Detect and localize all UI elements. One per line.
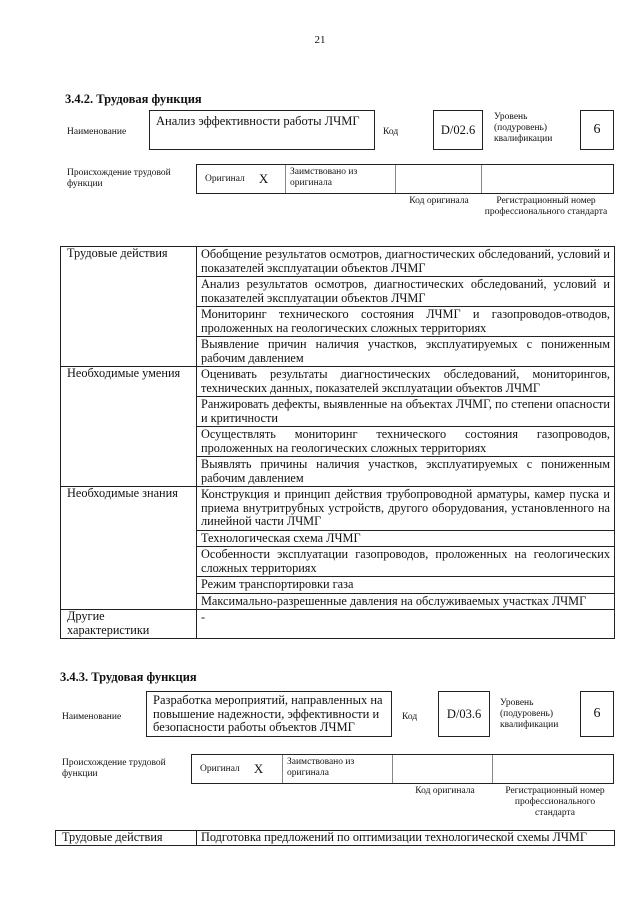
page-number: 21 <box>314 34 326 46</box>
level-box <box>580 691 614 737</box>
list-item: Особенности эксплуатации газопроводов, проложенных на геологических сложных территориях <box>197 547 614 577</box>
list-item: - <box>201 610 206 624</box>
code-value: D/03.6 <box>446 706 482 721</box>
function-table <box>60 246 615 639</box>
list-item: Подготовка предложений по оптимизации технологической схемы ЛЧМГ <box>201 830 587 844</box>
group-items <box>197 831 615 846</box>
list-item: Выявлять причины наличия участков, эксплуатируемых с пониженным рабочим давлением <box>201 457 610 485</box>
function-name-box <box>149 110 375 150</box>
level-value: 6 <box>593 706 601 721</box>
reg-number-caption: Регистрационный номер профессионального стандарта <box>505 786 605 818</box>
list-item: Мониторинг технического состояния ЛЧМГ и газопроводов-отводов, проложенных на геологических сложных территориях <box>197 307 614 337</box>
group-label: Трудовые действия <box>61 247 197 367</box>
list-item: Осуществлять мониторинг технического состояния газопроводов, проложенных на геологических сложных территориях <box>197 427 614 457</box>
list-item: Обобщение результатов осмотров, диагностических обследований, условий и показателей эксплуатации объектов ЛЧМГ <box>197 247 614 277</box>
code-value: D/02.6 <box>440 122 476 137</box>
group-row-skills <box>61 367 615 487</box>
section-title: 3.4.3. Трудовая функция <box>60 670 197 684</box>
original-label: Оригинал <box>205 173 245 184</box>
origin-row <box>191 754 614 784</box>
original-mark: X <box>258 171 269 186</box>
borrowed-label: Заимствовано из оригинала <box>287 757 355 778</box>
orig-code-caption: Код оригинала <box>415 786 475 796</box>
reg-number-cell <box>481 165 615 193</box>
function-name-value: Анализ эффективности работы ЛЧМГ <box>156 114 360 128</box>
level-value: 6 <box>593 122 601 137</box>
orig-code-cell <box>395 165 482 193</box>
list-item: Технологическая схема ЛЧМГ <box>197 531 614 548</box>
orig-code-cell <box>392 755 493 783</box>
reg-number-caption: Регистрационный номер профессионального стандарта <box>484 196 608 217</box>
name-label: Наименование <box>62 712 122 722</box>
code-box <box>433 110 483 150</box>
orig-code-caption: Код оригинала <box>409 196 469 206</box>
code-box <box>438 691 490 737</box>
level-box <box>580 110 614 150</box>
borrowed-cell <box>282 755 392 783</box>
original-mark: X <box>253 761 264 776</box>
group-row-other <box>61 610 615 639</box>
list-item: Выявление причин наличия участков, эксплуатируемых с пониженным рабочим давлением <box>201 337 610 365</box>
level-label: Уровень (подуровень) квалификации <box>500 698 559 730</box>
group-items <box>197 487 615 610</box>
group-items <box>197 610 615 639</box>
origin-label: Происхождение трудовой функции <box>67 168 171 189</box>
list-item: Анализ результатов осмотров, диагностических обследований, условий и показателей эксплуатации объектов ЛЧМГ <box>197 277 614 307</box>
original-cell <box>197 165 285 193</box>
borrowed-cell <box>285 165 395 193</box>
function-name-value: Разработка мероприятий, направленных на повышение надежности, эффективности и безопасности работы объектов ЛЧМГ <box>153 693 383 734</box>
group-row-actions <box>61 247 615 367</box>
borrowed-label: Заимствовано из оригинала <box>290 167 358 188</box>
list-item: Режим транспортировки газа <box>197 577 614 594</box>
name-label: Наименование <box>67 127 127 137</box>
section-title: 3.4.2. Трудовая функция <box>65 92 202 106</box>
origin-row <box>196 164 614 194</box>
original-cell <box>192 755 282 783</box>
code-label: Код <box>383 127 399 137</box>
list-item: Оценивать результаты диагностических обследований, мониторингов, технических данных, показателей эксплуатации объектов ЛЧМГ <box>197 367 614 397</box>
reg-number-cell <box>492 755 615 783</box>
group-items <box>197 367 615 487</box>
function-name-box <box>146 691 392 737</box>
group-label: Необходимые знания <box>61 487 197 610</box>
group-label: Трудовые действия <box>56 831 197 846</box>
list-item: Максимально-разрешенные давления на обслуживаемых участках ЛЧМГ <box>201 593 587 608</box>
list-item: Конструкция и принцип действия трубопроводной арматуры, камер пуска и приема внутритрубных устройств, другого оборудования, установленного на линейной части ЛЧМГ <box>197 487 614 531</box>
level-label: Уровень (подуровень) квалификации <box>494 112 553 144</box>
group-row-knowledge <box>61 487 615 610</box>
group-label: Необходимые умения <box>61 367 197 487</box>
group-label: Другие характеристики <box>61 610 197 639</box>
code-label: Код <box>402 712 418 722</box>
group-row-actions <box>56 831 615 846</box>
list-item: Ранжировать дефекты, выявленные на объектах ЛЧМГ, по степени опасности и критичности <box>197 397 614 427</box>
group-items <box>197 247 615 367</box>
original-label: Оригинал <box>200 763 240 774</box>
function-table <box>55 830 615 846</box>
origin-label: Происхождение трудовой функции <box>62 758 166 779</box>
